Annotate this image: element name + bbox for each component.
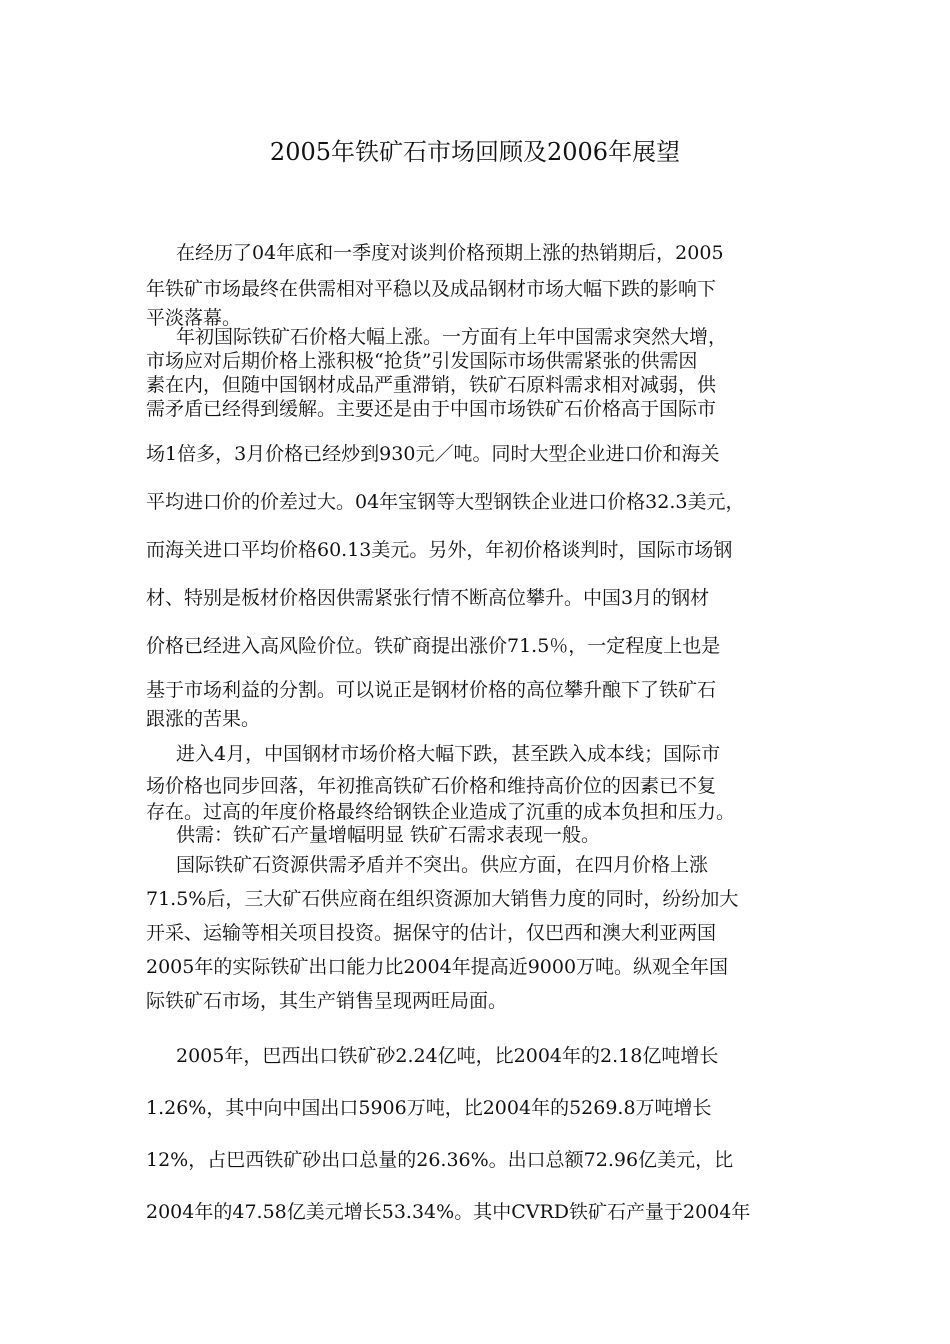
text-line: 基于市场利益的分割。可以说正是钢材价格的高位攀升酿下了铁矿石 <box>146 679 717 701</box>
text-line: 场1倍多，3月价格已经炒到930元／吨。同时大型企业进口价和海关 <box>146 443 720 465</box>
paragraph-3 <box>146 430 826 670</box>
text-line: 进入4月，中国钢材市场价格大幅下跌，甚至跌入成本线；国际市 <box>176 743 721 765</box>
text-line: 材、特别是板材价格因供需紧张行情不断高位攀升。中国3月的钢材 <box>146 587 710 609</box>
paragraph-2 <box>146 325 826 421</box>
text-line: 开采、运输等相关项目投资。据保守的估计，仅巴西和澳大利亚两国 <box>146 922 717 944</box>
text-line: 年铁矿市场最终在供需相对平稳以及成品钢材市场大幅下跌的影响下 <box>146 278 717 300</box>
text-line: 价格已经进入高风险价位。铁矿商提出涨价71.5％，一定程度上也是 <box>146 635 721 657</box>
text-line: 2005年，巴西出口铁矿砂2.24亿吨，比2004年的2.18亿吨增长 <box>176 1045 719 1067</box>
text-line: 年初国际铁矿石价格大幅上涨。一方面有上年中国需求突然大增， <box>176 326 728 348</box>
text-line: 存在。过高的年度价格最终给钢铁企业造成了沉重的成本负担和压力。 <box>146 801 736 823</box>
paragraph-6 <box>146 822 826 848</box>
text-line: 平淡落幕。 <box>146 307 242 329</box>
text-line: 场价格也同步回落，年初推高铁矿石价格和维持高价位的因素已不复 <box>146 775 717 797</box>
paragraph-1 <box>146 235 826 329</box>
text-line: 供需：铁矿石产量增幅明显 铁矿石需求表现一般。 <box>176 824 601 846</box>
text-line: 际铁矿石市场，其生产销售呈现两旺局面。 <box>146 990 508 1012</box>
text-line: 而海关进口平均价格60.13美元。另外，年初价格谈判时，国际市场钢 <box>146 539 733 561</box>
text-line: 1.26%，其中向中国出口5906万吨，比2004年的5269.8万吨增长 <box>146 1097 712 1119</box>
text-line: 跟涨的苦果。 <box>146 708 261 730</box>
paragraph-8 <box>146 1030 826 1238</box>
paragraph-7 <box>146 848 826 1018</box>
text-line: 国际铁矿石资源供需矛盾并不突出。供应方面，在四月价格上涨 <box>176 854 709 876</box>
text-line: 12%，占巴西铁矿砂出口总量的26.36%。出口总额72.96亿美元，比 <box>146 1149 734 1171</box>
document-title: 2005年铁矿石市场回顾及2006年展望 <box>269 138 681 166</box>
text-line: 2005年的实际铁矿出口能力比2004年提高近9000万吨。纵观全年国 <box>146 956 729 978</box>
text-line: 平均进口价的价差过大。04年宝钢等大型钢铁企业进口价格32.3美元， <box>146 491 745 513</box>
text-line: 市场应对后期价格上涨积极“抢货”引发国际市场供需紧张的供需因 <box>146 350 698 372</box>
text-line: 2004年的47.58亿美元增长53.34%。其中CVRD铁矿石产量于2004年 <box>146 1201 751 1223</box>
text-line: 71.5%后，三大矿石供应商在组织资源加大销售力度的同时，纷纷加大 <box>146 888 739 910</box>
paragraph-4 <box>146 672 826 730</box>
text-line: 素在内，但随中国钢材成品严重滞销，铁矿石原料需求相对减弱，供 <box>146 374 717 396</box>
text-line: 在经历了04年底和一季度对谈判价格预期上涨的热销期后，2005 <box>176 242 724 264</box>
paragraph-5 <box>146 737 826 823</box>
text-line: 需矛盾已经得到缓解。主要还是由于中国市场铁矿石价格高于国际市 <box>146 398 717 420</box>
